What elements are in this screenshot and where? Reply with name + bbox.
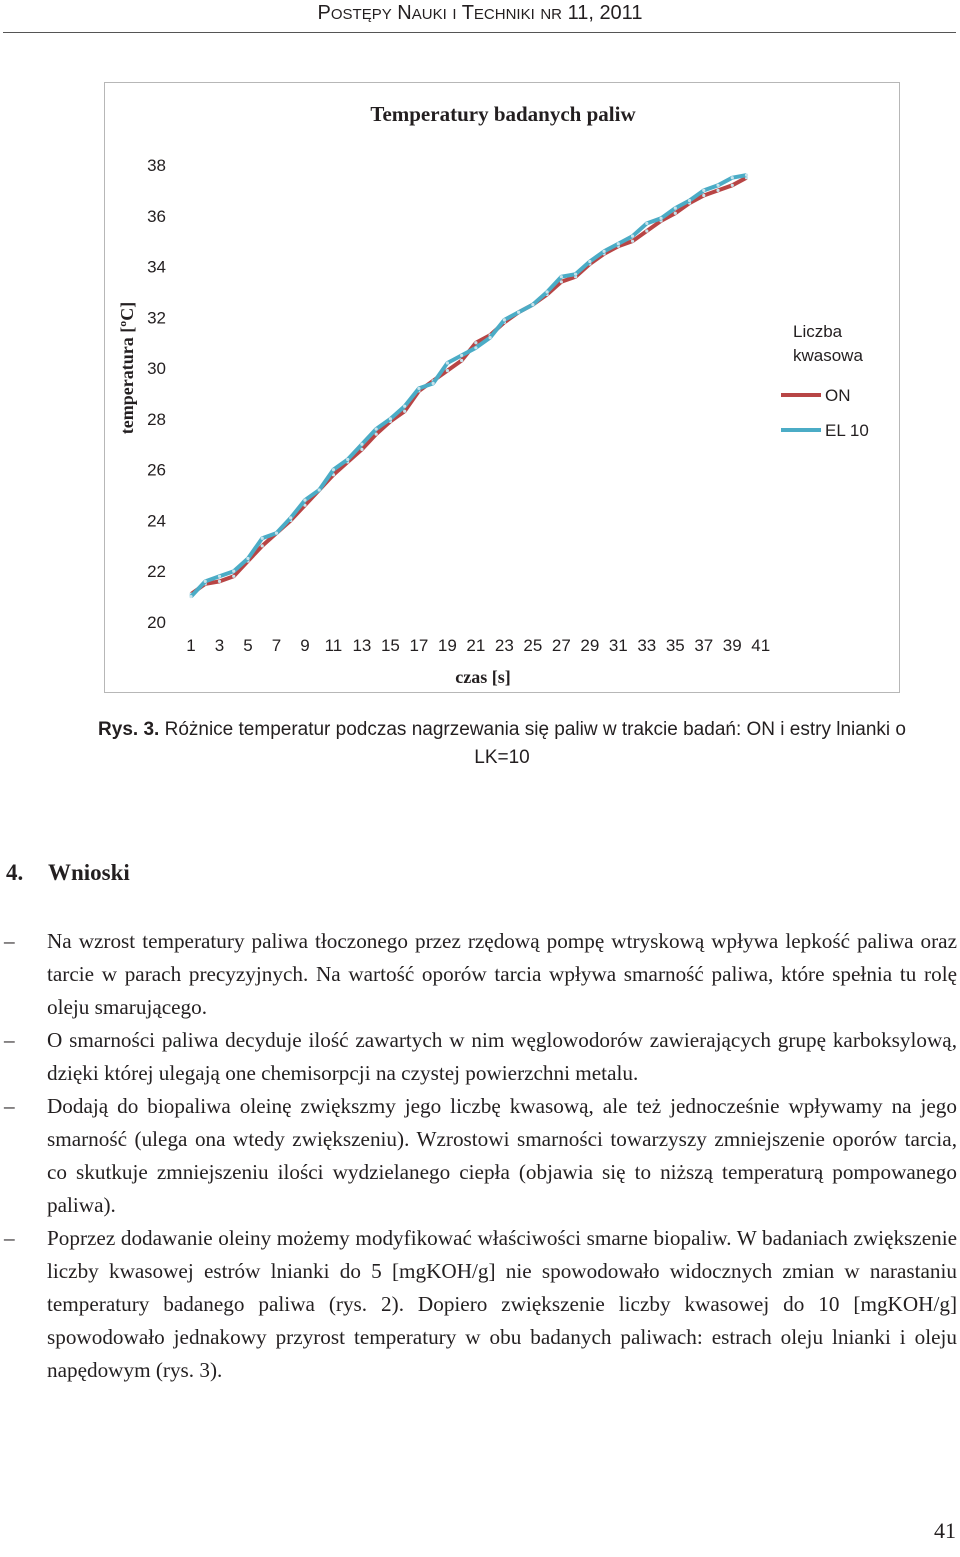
journal-name-part: T [461,2,474,24]
legend-title-line1: Liczba [793,322,843,341]
x-tick-label: 33 [637,636,657,655]
data-point [631,240,634,243]
x-tick-label: 13 [352,636,372,655]
data-point [631,234,634,237]
data-point [474,346,477,349]
data-point [716,189,719,192]
conclusion-item [0,1222,957,1387]
y-tick-label: 30 [147,359,166,379]
x-tick-label: 39 [722,636,742,655]
series-line-el-10 [191,175,747,596]
y-axis-label: temperatura [ºC] [117,301,137,435]
data-point [531,303,534,306]
data-point [403,410,406,413]
data-point [289,516,292,519]
data-point [503,318,506,321]
journal-name-part: AUKI [411,6,447,23]
x-tick-label: 41 [751,636,771,655]
data-point [560,275,563,278]
data-point [731,184,734,187]
x-tick-label: 31 [608,636,628,655]
journal-name-part: I [452,6,457,23]
data-point [346,458,349,461]
journal-issue: 11, 2011 [567,2,643,24]
data-point [460,354,463,357]
data-point [261,537,264,540]
x-tick-label: 7 [271,636,282,655]
legend-label: EL 10 [825,421,869,440]
journal-name-part: P [317,2,331,24]
x-tick-label: 9 [300,636,310,655]
journal-name-part: N [397,2,412,24]
conclusion-text: Na wzrost temperatury paliwa tłoczonego przez rzędową pompę wtryskową wpływa lepkość paliwa oraz tarcie w parach precyzyjnych. Na wartość oporów tarcia wpływa smarność paliwa, które spełnia tu rolę oleju smarującego. [47,929,957,1019]
data-point [389,417,392,420]
x-tick-label: 17 [409,636,429,655]
x-tick-label: 11 [324,636,343,655]
data-point [261,544,264,547]
conclusion-item [0,1090,957,1222]
x-tick-label: 21 [466,636,486,655]
data-point [745,174,748,177]
y-tick-label: 20 [147,613,166,632]
conclusion-text: Poprzez dodawanie oleiny możemy modyfikować właściwości smarne biopaliw. W badaniach zwiększenie liczby kwasowej estrów lnianki do 5 [mgKOH/g] nie spowodowało widocznych zmian w narastaniu temperatury badanego paliwa (rys. 2). Dopiero zwiększenie liczby kwasowej do 10 [mgKOH/g] spowodowało jednakowy przyrost temperatury w obu badanych paliwach: estrach oleju lnianki i oleju napędowym (rys. 3). [47,1226,957,1382]
data-point [446,361,449,364]
conclusion-item [0,1024,957,1090]
data-point [375,427,378,430]
data-point [674,207,677,210]
x-axis-label: czas [s] [455,667,511,687]
data-point [674,212,677,215]
section-number: 4. [6,860,24,885]
data-point [204,580,207,583]
data-point [417,387,420,390]
data-point [545,290,548,293]
chart [104,82,900,693]
running-header [0,2,960,25]
data-point [218,580,221,583]
caption-text: Różnice temperatur podczas nagrzewania się paliw w trakcie badań: ON i estry lnianki o LK=10 [164,719,906,768]
data-point [403,405,406,408]
data-point [303,499,306,502]
chart-title: Temperatury badanych paliw [370,102,636,126]
data-point [318,488,321,491]
page-number: 41 [934,1518,956,1543]
x-tick-label: 19 [437,636,457,655]
data-point [232,575,235,578]
x-tick-label: 29 [580,636,600,655]
y-tick-label: 22 [147,562,166,582]
section-title: Wnioski [48,860,130,885]
bullet-dash: – [4,1226,15,1250]
data-point [432,382,435,385]
section-heading [6,860,130,886]
data-point [659,217,662,220]
data-point [218,575,221,578]
data-point [702,189,705,192]
x-tick-label: 37 [694,636,714,655]
data-point [588,260,591,263]
y-tick-label: 28 [147,409,166,429]
x-tick-label: 23 [494,636,514,655]
bullet-dash: – [4,929,15,953]
data-point [574,273,577,276]
bullet-dash: – [4,1028,15,1052]
journal-name-part: ECHNIKI [473,6,535,23]
y-tick-label: 36 [147,206,166,226]
data-point [645,229,648,232]
x-tick-label: 15 [380,636,400,655]
header-rule [3,32,956,33]
legend-title-line2: kwasowa [793,346,863,365]
bullet-dash: – [4,1094,15,1118]
data-point [246,557,249,560]
data-point [332,468,335,471]
data-point [460,359,463,362]
data-point [360,443,363,446]
x-tick-label: 25 [523,636,543,655]
x-tick-label: 35 [665,636,685,655]
y-tick-label: 34 [147,257,166,277]
data-point [446,369,449,372]
conclusion-text: Dodają do biopaliwa oleinę zwiększmy jego liczbę kwasową, ale też jednocześnie wpływamy na jego smarność (ulega ona wtedy zwiększeniu). Wzrostowi smarności towarzyszy zmniejszenie oporów tarcia, co skutkuje zmniejszeniu ilości wydzielanego ciepła (objawia się to niższą temperaturą pompowanego paliwa). [47,1094,957,1217]
y-tick-label: 26 [147,460,166,480]
caption-label: Rys. 3. [98,719,160,740]
data-point [688,199,691,202]
data-point [617,242,620,245]
conclusion-text: O smarności paliwa decyduje ilość zawartych w nim węglowodorów zawierających grupę karboksylową, dzięki której ulegają one chemisorpcji na czystej powierzchni metalu. [47,1028,957,1085]
x-tick-label: 1 [186,636,196,655]
y-tick-label: 32 [147,308,166,328]
series-line-on [191,178,747,594]
y-tick-label: 38 [147,156,166,175]
data-point [232,570,235,573]
data-point [189,595,192,598]
data-point [716,184,719,187]
figure-caption [92,716,912,772]
data-point [645,222,648,225]
x-tick-label: 5 [243,636,253,655]
chart-svg [105,83,899,692]
conclusion-item [0,925,957,1024]
data-point [275,532,278,535]
data-point [489,336,492,339]
journal-name-part: OSTĘPY [330,6,392,23]
x-tick-label: 27 [551,636,571,655]
conclusions-list [0,925,957,1387]
data-point [731,176,734,179]
y-tick-label: 24 [147,511,166,531]
legend-label: ON [825,386,851,405]
data-point [474,341,477,344]
data-point [702,194,705,197]
journal-issue-label: NR [540,6,562,23]
data-point [517,311,520,314]
data-point [602,250,605,253]
x-tick-label: 3 [214,636,225,655]
